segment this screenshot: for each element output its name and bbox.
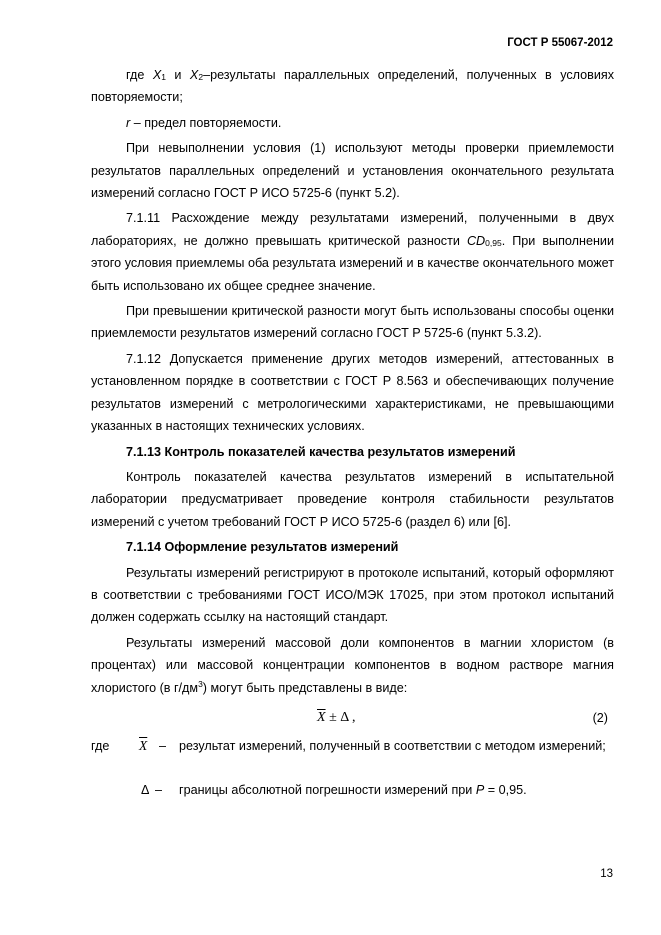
formula-2 xyxy=(91,705,614,731)
where-dash-delta: – xyxy=(155,782,163,797)
where-symbol-delta: Δ xyxy=(141,782,150,797)
formula-number: (2) xyxy=(592,710,608,725)
where-item-x xyxy=(91,735,614,779)
paragraph-7-1-11: 7.1.11 Расхождение между результатами измерений, полученными в двух лабораториях, не должно превышать критической разности $CD_{0,95}$. При выполнении этого условия приемлемы оба результата измерений и в качестве окончательного может быть использовано их общее среднее значение. xyxy=(91,211,614,293)
paragraph-where-x: где $X_1$ и $X_2$–результаты параллельных определений, полученных в условиях повторяемости; xyxy=(91,68,614,105)
heading-7-1-14: 7.1.14 Оформление результатов измерений xyxy=(126,540,399,555)
where-description-delta: границы абсолютной погрешности измерений при P = 0,95. xyxy=(179,782,527,797)
heading-7-1-13: 7.1.13 Контроль показателей качества результатов измерений xyxy=(126,444,516,459)
where-description-x: результат измерений, полученный в соответствии с методом измерений; xyxy=(179,738,606,753)
formula-expression xyxy=(317,707,355,729)
standard-header: ГОСТ Р 55067-2012 xyxy=(507,37,613,49)
paragraph-registration: Результаты измерений регистрируют в протоколе испытаний, который оформляют в соответствии с требованиями ГОСТ ИСО/МЭК 17025, при этом протокол испытаний должен содержать ссылку на настоящий стандарт. xyxy=(91,565,614,625)
paragraph-7-1-12: 7.1.12 Допускается применение других методов измерений, аттестованных в установленном порядке в соответствии с ГОСТ Р 8.563 и обеспечивающих получение результатов измерений с метрологическими характеристиками, не превышающими указанных в настоящих технических условиях. xyxy=(91,351,614,434)
formula-x-bar: $\overline{X}$ xyxy=(317,709,326,725)
where-symbol-x: $\overline{X}$ xyxy=(139,737,148,753)
paragraph-repeatability-limit: r – предел повторяемости. xyxy=(126,115,282,130)
page-number: 13 xyxy=(600,868,613,880)
paragraph-critical-difference: При превышении критической разности могут быть использованы способы оценки приемлемости результатов измерений согласно ГОСТ Р 5725-6 (пункт 5.3.2). xyxy=(91,304,614,341)
where-item-delta xyxy=(91,779,614,803)
paragraph-quality-control: Контроль показателей качества результатов измерений в испытательной лаборатории предусматривает проведение контроля стабильности результатов измерений с учетом требований ГОСТ Р ИСО 5725-6 (раздел 6) или [6]. xyxy=(91,469,614,529)
paragraph-condition-1: При невыполнении условия (1) используют методы проверки приемлемости результатов параллельных определений и установления окончательного результата измерений согласно ГОСТ Р ИСО 5725-6 (пункт 5.2). xyxy=(91,141,614,201)
formula-operator: ± Δ , xyxy=(325,709,356,725)
where-dash: – xyxy=(159,738,167,753)
where-label: где xyxy=(91,738,110,753)
paragraph-results-form: Результаты измерений массовой доли компонентов в магнии хлористом (в процентах) или массовой концентрации компонентов в водном растворе магния хлористого (в $г/дм^3$) могут быть представлены в виде: xyxy=(91,635,614,695)
document-body xyxy=(91,64,614,803)
